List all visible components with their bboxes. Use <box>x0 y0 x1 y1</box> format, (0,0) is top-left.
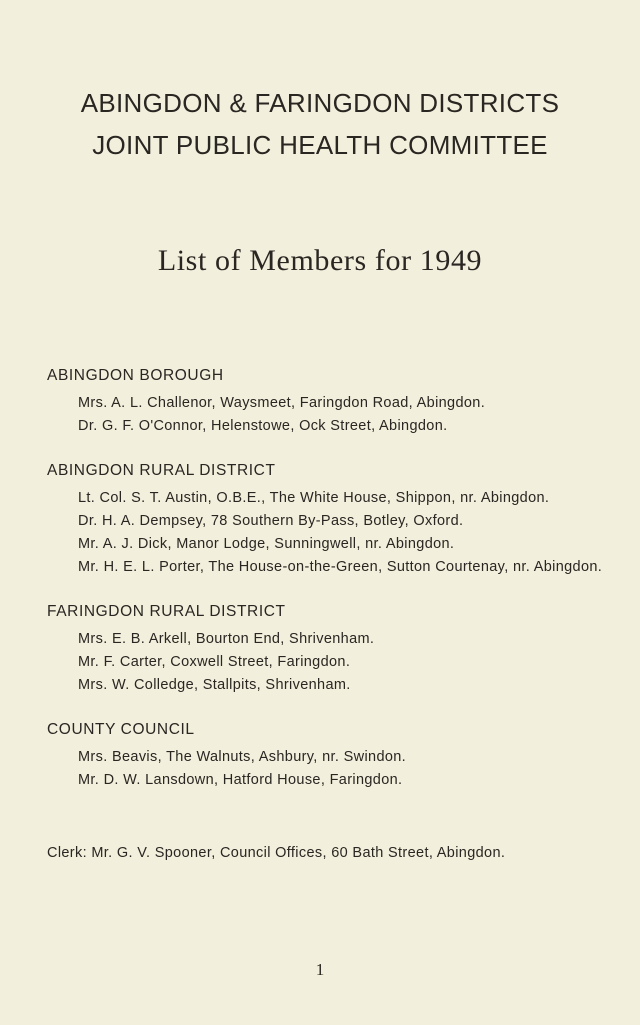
section-title: COUNTY COUNCIL <box>47 721 195 738</box>
member-entry: Mr. D. W. Lansdown, Hatford House, Faringdon. <box>78 772 403 788</box>
section-title: FARINGDON RURAL DISTRICT <box>47 603 286 620</box>
page-number: 1 <box>315 960 325 979</box>
document-heading <box>0 82 640 166</box>
member-entry: Mr. F. Carter, Coxwell Street, Faringdon. <box>78 654 351 670</box>
member-entry: Mr. H. E. L. Porter, The House-on-the-Green, Sutton Courtenay, nr. Abingdon. <box>78 559 603 575</box>
section-faringdon-rural-district <box>47 602 617 696</box>
heading-line-1: ABINGDON & FARINGDON DISTRICTS <box>80 88 560 118</box>
member-list <box>47 488 617 578</box>
member-entry: Mrs. W. Colledge, Stallpits, Shrivenham. <box>78 677 351 693</box>
section-abingdon-borough <box>47 366 617 437</box>
member-entry: Mrs. E. B. Arkell, Bourton End, Shrivenham. <box>78 631 375 647</box>
member-entry: Mrs. A. L. Challenor, Waysmeet, Faringdon Road, Abingdon. <box>78 395 486 411</box>
member-sections <box>47 366 617 815</box>
section-county-council <box>47 720 617 791</box>
members-list-title: List of Members for 1949 <box>157 244 483 277</box>
member-list <box>47 393 617 437</box>
heading-line-2: JOINT PUBLIC HEALTH COMMITTEE <box>92 130 548 160</box>
member-entry: Mr. A. J. Dick, Manor Lodge, Sunningwell, nr. Abingdon. <box>78 536 455 552</box>
section-title: ABINGDON RURAL DISTRICT <box>47 462 276 479</box>
section-title: ABINGDON BOROUGH <box>47 367 224 384</box>
member-entry: Dr. H. A. Dempsey, 78 Southern By-Pass, Botley, Oxford. <box>78 513 464 529</box>
member-list <box>47 747 617 791</box>
member-entry: Dr. G. F. O'Connor, Helenstowe, Ock Street, Abingdon. <box>78 418 448 434</box>
member-entry: Lt. Col. S. T. Austin, O.B.E., The White House, Shippon, nr. Abingdon. <box>78 490 550 506</box>
section-abingdon-rural-district <box>47 461 617 578</box>
clerk-line: Clerk: Mr. G. V. Spooner, Council Offices, 60 Bath Street, Abingdon. <box>47 845 506 861</box>
member-list <box>47 629 617 696</box>
member-entry: Mrs. Beavis, The Walnuts, Ashbury, nr. Swindon. <box>78 749 407 765</box>
